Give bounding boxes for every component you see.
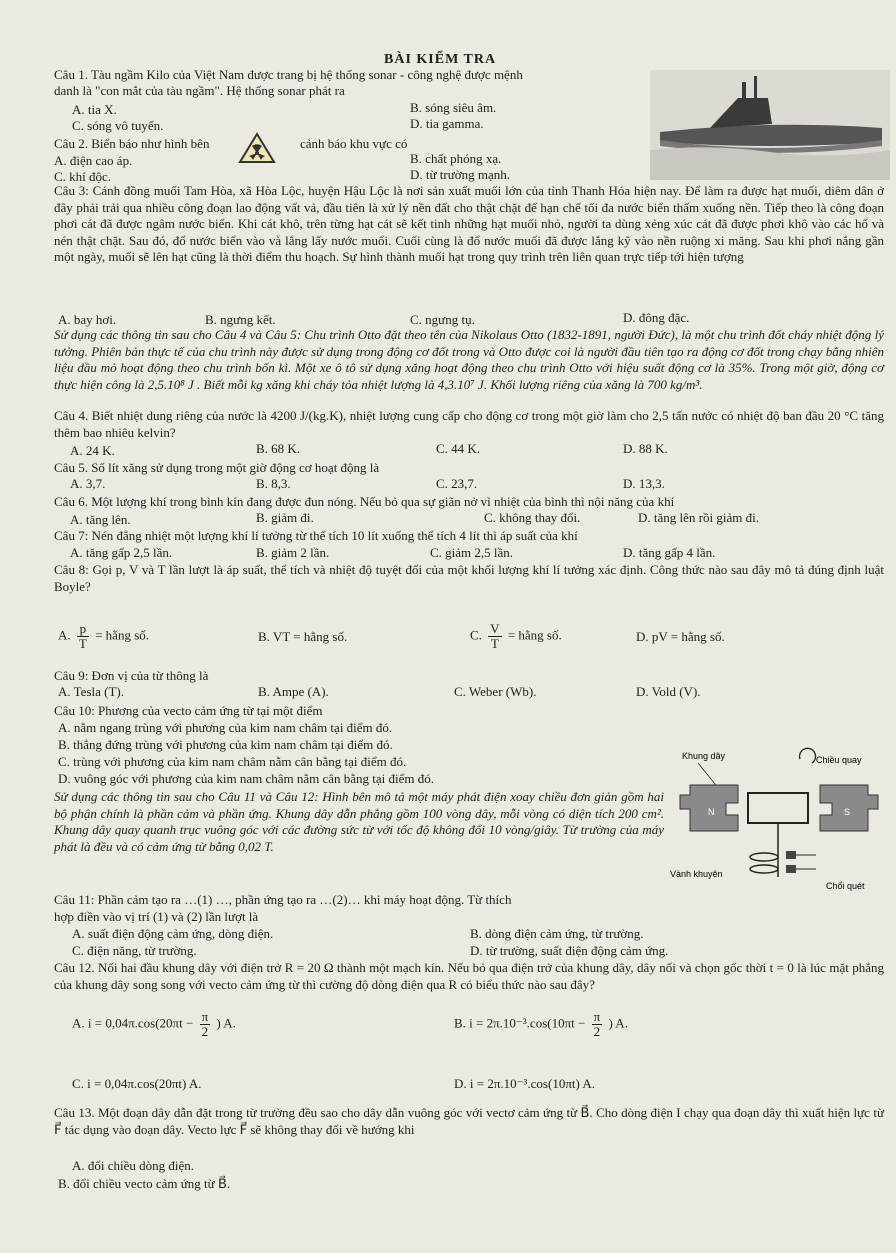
q1-option-a[interactable]: A. tia X. <box>72 102 117 117</box>
q12-option-a[interactable] <box>72 1010 236 1039</box>
q13-option-a[interactable]: A. đổi chiều dòng điện. <box>72 1158 195 1173</box>
q5-option-c[interactable]: C. 23,7. <box>436 476 478 491</box>
shared-info-q4-q5: Sử dụng các thông tin sau cho Câu 4 và Câu 5: Chu trình Otto đặt theo tên của Nikolaus Otto (1832-1891, người Đức), là một chu trình đốt cháy nhiệt động lý tưởng. Phiên bản thực tế của chu trình này được sử dụng trong động cơ đốt trong và Otto được coi là người đầu tiên tạo ra động cơ đốt trong chạy bằng nhiên liệu dầu mỏ hoạt động theo chu trình bốn kì. Một xe ô tô sử dụng xăng hoạt động theo chu trình Otto với hiệu suất động cơ là 35%. Trong một giờ, động cơ thực hiện công là 2,5.10⁸ J . Biết mỗi kg xăng khi cháy tỏa nhiệt lượng là 4,3.10⁷ J. Khối lượng riêng của xăng là 700 kg/m³. <box>54 327 884 392</box>
q10-option-d[interactable]: D. vuông góc với phương của kim nam châm nằm cân bằng tại điểm đó. <box>58 771 435 786</box>
q9-stem: Câu 9: Đơn vị của từ thông là <box>54 668 209 683</box>
q7-option-a[interactable]: A. tăng gấp 2,5 lần. <box>70 545 173 560</box>
q1-stem-2: danh là "con mắt của tàu ngầm". Hệ thống sonar phát ra <box>54 83 345 98</box>
option-rest: = hằng số. <box>95 627 150 643</box>
q11-stem-1: Câu 11: Phần cảm tạo ra …(1) …, phần ứng tạo ra …(2)… khi máy hoạt động. Từ thích <box>54 892 512 907</box>
numerator: V <box>490 621 500 636</box>
q2-option-a[interactable]: A. điện cao áp. <box>54 153 133 168</box>
q5-option-a[interactable]: A. 3,7. <box>70 476 106 491</box>
q6-option-c[interactable]: C. không thay đổi. <box>484 510 581 525</box>
q9-option-b[interactable]: B. Ampe (A). <box>258 684 329 699</box>
option-rest: = hằng số. <box>507 627 562 643</box>
q6-option-a[interactable]: A. tăng lên. <box>70 512 131 527</box>
q1-option-c[interactable]: C. sóng vô tuyến. <box>72 118 164 133</box>
q6-option-d[interactable]: D. tăng lên rồi giảm đi. <box>638 510 759 525</box>
q7-option-b[interactable]: B. giảm 2 lần. <box>256 545 330 560</box>
q3-stem: Câu 3: Cánh đồng muối Tam Hòa, xã Hòa Lộc, huyện Hậu Lộc là nơi sản xuất muối lớn của tỉnh Thanh Hóa hiện nay. Để làm ra được hạt muối, diêm dân ở đây phải trải qua nhiều công đoạn lao động vất vả, đầu tiên là xử lý nền đất cho thật chặt để hạn chế tối đa nước biển thấm xuống nền. Tiếp theo là công đoạn phơi cát đã được ngâm nước biển. Khi cát khô, trên từng hạt cát sẽ kết tinh những hạt muối nhỏ, người ta dùng xẻng xúc cát đã được phơi khô vào các hố và nén thật chặt. Sau đó, đổ nước biển vào và lắng lấy nước muối. Cuối cùng là đổ nước muối đã được lắng kỹ vào nền ruộng xi măng. Sau khi phơi nắng gần một ngày, muối sẽ lên hạt cũng là thời điểm thu hoạch. Sự hình thành muối hạt trong quy trình trên liên quan trực tiếp tới hiện tượng <box>54 183 884 265</box>
s-pole-label: S <box>844 807 851 817</box>
label-choi-quet: Chổi quét <box>826 881 865 891</box>
fraction <box>488 622 501 651</box>
q11-option-a[interactable]: A. suất điện động cảm ứng, dòng điện. <box>72 926 274 941</box>
option-text: A. i = 0,04π.cos(20πt − <box>72 1015 194 1031</box>
q2-option-b[interactable]: B. chất phóng xạ. <box>410 151 502 166</box>
ac-generator-figure <box>668 745 890 895</box>
page-title: BÀI KIỂM TRA <box>384 52 497 67</box>
q10-option-a[interactable]: A. nằm ngang trùng với phương của kim nam châm tại điểm đó. <box>58 720 393 735</box>
q8-stem: Câu 8: Gọi p, V và T lần lượt là áp suất, thể tích và nhiệt độ tuyệt đối của một khối lượng khí lí tưởng xác định. Công thức nào sau đây mô tả đúng định luật Boyle? <box>54 562 884 594</box>
denominator: T <box>490 636 499 651</box>
fraction <box>77 622 89 651</box>
denominator: T <box>78 636 87 651</box>
rotation-arrow-icon <box>800 748 816 763</box>
q4-option-c[interactable]: C. 44 K. <box>436 441 481 456</box>
option-letter: C. <box>470 627 482 643</box>
label-khung-day: Khung dây <box>682 751 726 761</box>
q5-option-d[interactable]: D. 13,3. <box>623 476 665 491</box>
q11-option-c[interactable]: C. điện năng, từ trường. <box>72 943 197 958</box>
q3-option-c[interactable]: C. ngưng tụ. <box>410 312 475 327</box>
option-rest: ) A. <box>216 1015 236 1031</box>
q10-stem: Câu 10: Phương của vecto cảm ứng từ tại một điểm <box>54 703 323 718</box>
q6-stem: Câu 6. Một lượng khí trong bình kín đang được đun nóng. Nếu bỏ qua sự giãn nở vì nhiệt của bình thì nội năng của khí <box>54 494 675 509</box>
q11-stem-2: hợp điền vào vị trí (1) và (2) lần lượt là <box>54 909 259 924</box>
q2-stem-a: Câu 2. Biển báo như hình bên <box>54 136 210 151</box>
q10-option-b[interactable]: B. thẳng đứng trùng với phương của kim nam châm tại điểm đó. <box>58 737 393 752</box>
q12-stem: Câu 12. Nối hai đầu khung dây với điện trở R = 20 Ω thành một mạch kín. Nếu bỏ qua điện trở của khung dây, dây nối và chọn gốc thời t = 0 là lúc mặt phẳng của khung dây song song với vecto cảm ứng từ thì cường độ dòng điện qua R có biểu thức nào sau đây? <box>54 960 884 992</box>
numerator: π <box>201 1009 209 1024</box>
q9-option-c[interactable]: C. Weber (Wb). <box>454 684 537 699</box>
label-chieu-quay: Chiều quay <box>816 755 862 765</box>
q3-option-b[interactable]: B. ngưng kết. <box>205 312 276 327</box>
q2-option-d[interactable]: D. từ trường mạnh. <box>410 167 511 182</box>
numerator: p <box>77 622 89 637</box>
q13-option-b[interactable]: B. đổi chiều vecto cảm ứng từ B⃗. <box>58 1176 231 1191</box>
q9-option-d[interactable]: D. Vold (V). <box>636 684 701 699</box>
q8-option-a[interactable] <box>58 622 149 651</box>
denominator: 2 <box>593 1024 601 1039</box>
q4-option-d[interactable]: D. 88 K. <box>623 441 668 456</box>
n-pole-label: N <box>708 807 715 817</box>
fraction <box>592 1010 603 1039</box>
q8-option-b[interactable]: B. VT = hằng số. <box>258 629 348 644</box>
q12-option-d[interactable]: D. i = 2π.10⁻³.cos(10πt) A. <box>454 1076 595 1091</box>
q12-option-b[interactable] <box>454 1010 628 1039</box>
q7-stem: Câu 7: Nén đẳng nhiệt một lượng khí lí tưởng từ thể tích 10 lít xuống thể tích 4 lít thì áp suất của khí <box>54 528 578 543</box>
q1-stem-1: Câu 1. Tàu ngầm Kilo của Việt Nam được trang bị hệ thống sonar - công nghệ được mệnh <box>54 67 523 82</box>
q3-option-a[interactable]: A. bay hơi. <box>58 312 117 327</box>
fraction <box>200 1010 211 1039</box>
denominator: 2 <box>201 1024 209 1039</box>
q7-option-c[interactable]: C. giảm 2,5 lần. <box>430 545 514 560</box>
option-letter: A. <box>58 627 71 643</box>
q10-option-c[interactable]: C. trùng với phương của kim nam châm nằm cân bằng tại điểm đó. <box>58 754 407 769</box>
q2-option-c[interactable]: C. khí độc. <box>54 169 112 184</box>
option-text: B. i = 2π.10⁻³.cos(10πt − <box>454 1015 586 1031</box>
q6-option-b[interactable]: B. giảm đi. <box>256 510 314 525</box>
q9-option-a[interactable]: A. Tesla (T). <box>58 684 124 699</box>
q7-option-d[interactable]: D. tăng gấp 4 lần. <box>623 545 716 560</box>
q5-option-b[interactable]: B. 8,3. <box>256 476 291 491</box>
q4-stem: Câu 4. Biết nhiệt dung riêng của nước là 4200 J/(kg.K), nhiệt lượng cung cấp cho động cơ trong một giờ làm cho 2,5 tấn nước có nhiệt độ ban đầu 20 °C tăng thêm bao nhiêu kelvin? <box>54 408 884 440</box>
submarine-image <box>650 70 890 180</box>
q8-option-d[interactable]: D. pV = hằng số. <box>636 629 725 644</box>
radiation-warning-sign-icon <box>238 132 276 164</box>
q12-option-c[interactable]: C. i = 0,04π.cos(20πt) A. <box>72 1076 202 1091</box>
q1-option-d[interactable]: D. tia gamma. <box>410 116 484 131</box>
shared-info-q11-q12: Sử dụng các thông tin sau cho Câu 11 và Câu 12: Hình bên mô tả một máy phát điện xoay chiều đơn giản gồm hai bộ phận chính là phần cảm và phần ứng. Khung dây dẫn phẳng gồm 100 vòng dây, mỗi vòng có diện tích 200 cm². Khung dây quay quanh trục vuông góc với các đường sức từ với tốc độ không đổi 10 vòng/giây. Từ trường của máy phát là đều và có cảm ứng từ bằng 0,02 T. <box>54 789 664 854</box>
q2-stem-b: cảnh báo khu vực có <box>300 136 408 151</box>
q13-stem: Câu 13. Một đoạn dây dẫn đặt trong từ trường đều sao cho dây dẫn vuông góc với vectơ cảm ứng từ B⃗. Cho dòng điện I chạy qua đoạn dây thì xuất hiện lực từ F⃗ tác dụng vào đoạn dây. Vecto lực F⃗ sẽ không thay đổi về hướng khi <box>54 1105 884 1137</box>
q4-option-a[interactable]: A. 24 K. <box>70 443 115 458</box>
q8-option-c[interactable] <box>470 622 562 651</box>
q11-option-b[interactable]: B. dòng điện cảm ứng, từ trường. <box>470 926 644 941</box>
q3-option-d[interactable]: D. đông đặc. <box>623 310 690 325</box>
numerator: π <box>593 1009 601 1024</box>
q5-stem: Câu 5. Số lít xăng sử dụng trong một giờ động cơ hoạt động là <box>54 460 380 475</box>
q11-option-d[interactable]: D. từ trường, suất điện động cảm ứng. <box>470 943 669 958</box>
q4-option-b[interactable]: B. 68 K. <box>256 441 301 456</box>
q1-option-b[interactable]: B. sóng siêu âm. <box>410 100 497 115</box>
label-vanh-khuyen: Vành khuyên <box>670 869 723 879</box>
option-rest: ) A. <box>608 1015 628 1031</box>
